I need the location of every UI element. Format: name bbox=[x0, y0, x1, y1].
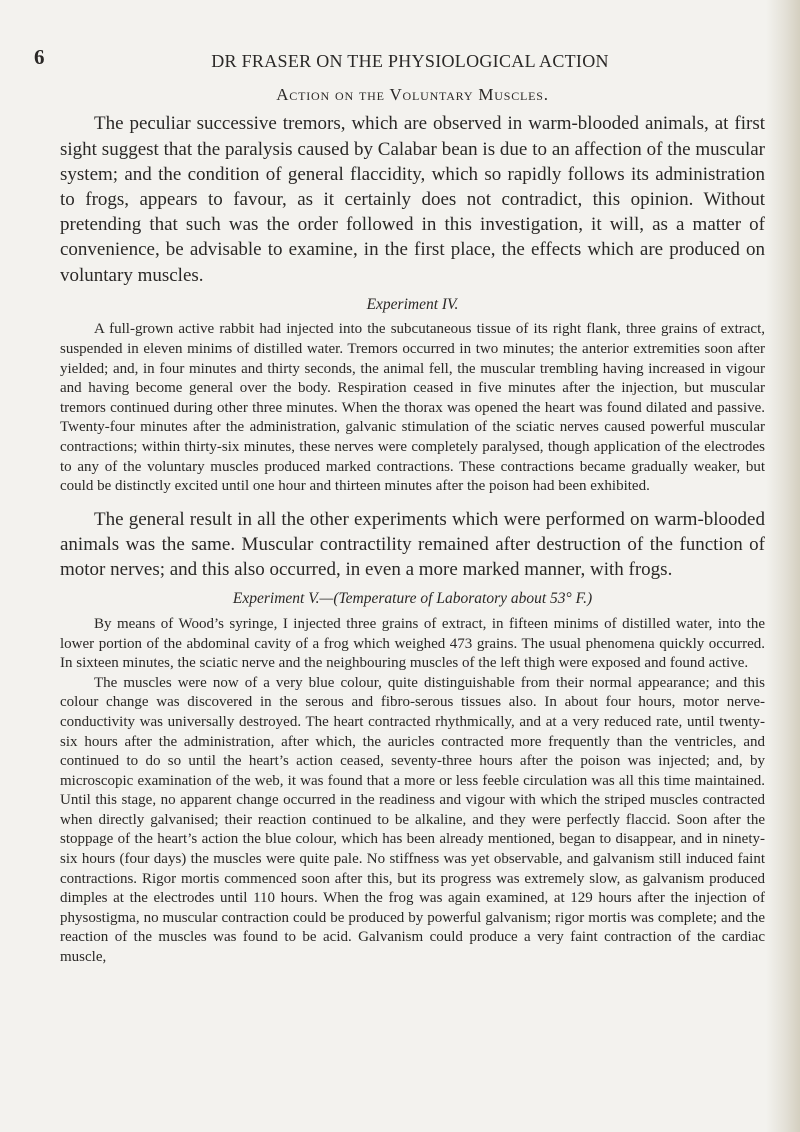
experiment-5-heading: Experiment V.—(Temperature of Laboratory about 53° F.) bbox=[232, 590, 593, 608]
running-head: DR FRASER ON THE PHYSIOLOGICAL ACTION bbox=[211, 51, 609, 71]
experiment-4-heading: Experiment IV. bbox=[366, 295, 459, 313]
general-result-paragraph: The general result in all the other experiments which were performed on warm-blooded animals was the same. Muscular contractility remained after destruction of the function of motor nerves; and this also occurred, in even a more marked manner, with frogs. bbox=[60, 508, 765, 581]
experiment-5-paragraph-1: By means of Wood’s syringe, I injected three grains of extract, in fifteen minims of distilled water, into the lower portion of the abdominal cavity of a frog which weighed 473 grains. The usual phenomena quickly occurred. In sixteen minutes, the sciatic nerve and the neighbouring muscles of the left thigh were exposed and found active. bbox=[60, 615, 765, 672]
intro-paragraph: The peculiar successive tremors, which are observed in warm-blooded animals, at first sight suggest that the paralysis caused by Calabar bean is due to an affection of the muscular system; and the condition of general flaccidity, which so rapidly follows its administration to frogs, appears to favour, as it certainly does not contradict, this opinion. Without pretending that such was the order followed in this investigation, it will, as a matter of convenience, be advisable to examine, in the first place, the effects which are produced on voluntary muscles. bbox=[60, 113, 765, 286]
article-body bbox=[60, 85, 765, 968]
section-heading: Action on the Voluntary Muscles. bbox=[276, 85, 549, 104]
page-number: 6 bbox=[34, 45, 45, 69]
experiment-4-paragraph: A full-grown active rabbit had injected into the subcutaneous tissue of its right flank, three grains of extract, suspended in eleven minims of distilled water. Tremors occurred in two minutes; the anterior extremities soon after yielded; and, in four minutes and thirty seconds, the animal fell, the muscular trembling having increased in vigour and having become general over the body. Respiration ceased in five minutes after the injection, but muscular tremors continued during other three minutes. When the thorax was opened the heart was found dilated and passive. Twenty-four minutes after the administration, galvanic stimulation of the sciatic nerves caused powerful muscular contractions; within thirty-six minutes, these nerves were completely paralysed, though application of the electrodes to any of the voluntary muscles produced marked contractions. These contractions became gradually weaker, but could be distinctly excited until one hour and thirteen minutes after the poison had been exhibited. bbox=[60, 321, 765, 495]
experiment-5-paragraph-2: The muscles were now of a very blue colour, quite distinguishable from their normal appearance; and this colour change was discovered in the serous and fibro-serous tissues also. In about four hours, motor nerve-conductivity was universally destroyed. The heart contracted rhythmically, and at a very reduced rate, until twenty-six hours after the administration, after which, the auricles contracted more frequently than the ventricles, and continued to do so until the heart’s action ceased, seventy-three hours after the poison was injected; and, by microscopic examination of the web, it was found that a more or less feeble circulation was all this time maintained. Until this stage, no apparent change occurred in the readiness and vigour with which the striped muscles contracted when directly galvanised; their reaction continued to be alkaline, and they were perfectly flaccid. Soon after the stoppage of the heart’s action the blue colour, which has been already mentioned, began to disappear, and in ninety-six hours (four days) the muscles were quite pale. No stiffness was yet observable, and galvanism still induced faint contractions. Rigor mortis commenced soon after this, but its progress was extremely slow, as galvanism produced dimples at the electrodes until 110 hours. When the frog was again examined, at 129 hours after the injection of physostigma, no muscular contraction could be produced by powerful galvanism; rigor mortis was complete; and the reaction of the muscles was found to be acid. Galvanism could produce a very faint contraction of the cardiac muscle, bbox=[60, 674, 765, 966]
page-edge-shadow bbox=[766, 0, 800, 1132]
